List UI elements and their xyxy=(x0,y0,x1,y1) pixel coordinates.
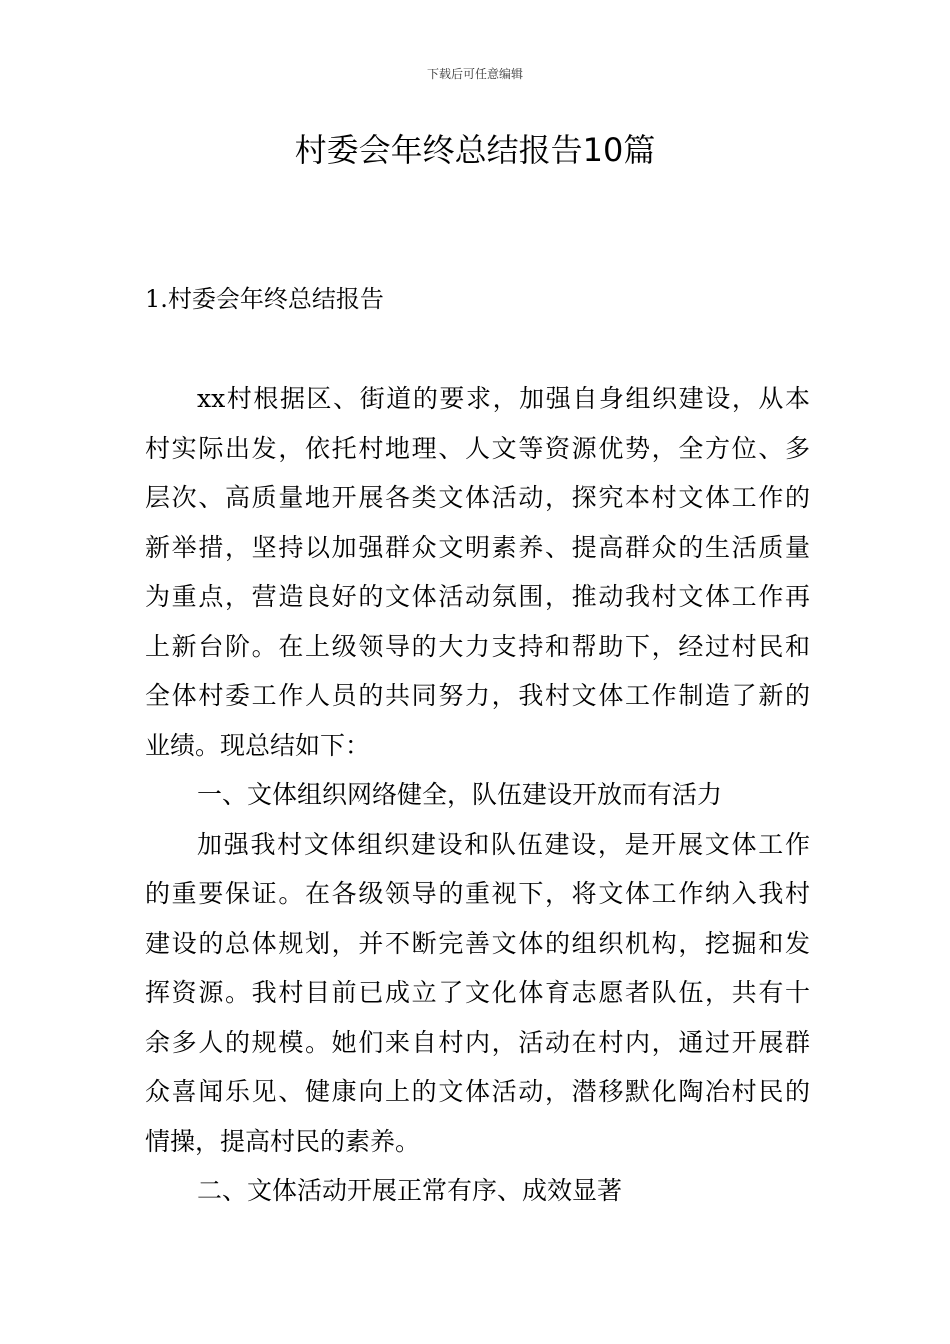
paragraph-line: xx村根据区、街道的要求，加强自身组织建设，从本 xyxy=(197,384,810,413)
paragraph-line: 的重要保证。在各级领导的重视下，将文体工作纳入我村 xyxy=(145,879,810,908)
paragraph-line: 村实际出发，依托村地理、人文等资源优势，全方位、多 xyxy=(145,433,810,463)
subsection-heading: 一、文体组织网络健全，队伍建设开放而有活力 xyxy=(197,780,723,809)
body-text xyxy=(145,374,810,1216)
header-note: 下载后可任意编辑 xyxy=(426,67,523,81)
paragraph-line: 新举措，坚持以加强群众文明素养、提高群众的生活质量 xyxy=(145,532,810,562)
paragraph-line: 全体村委工作人员的共同努力，我村文体工作制造了新的 xyxy=(145,681,810,710)
paragraph-line: 加强我村文体组织建设和队伍建设，是开展文体工作 xyxy=(197,829,810,859)
paragraph-line: 挥资源。我村目前已成立了文化体育志愿者队伍，共有十 xyxy=(145,978,810,1007)
paragraph-line: 情操，提高村民的素养。 xyxy=(145,1126,421,1156)
document-title: 村委会年终总结报告10篇 xyxy=(294,131,656,169)
section-heading: 1.村委会年终总结报告 xyxy=(145,285,384,313)
paragraph-line: 建设的总体规划，并不断完善文体的组织机构，挖掘和发 xyxy=(145,928,810,958)
paragraph-line: 层次、高质量地开展各类文体活动，探究本村文体工作的 xyxy=(145,483,810,512)
paragraph-line: 众喜闻乐见、健康向上的文体活动，潜移默化陶冶村民的 xyxy=(145,1077,810,1106)
paragraph-line: 为重点，营造良好的文体活动氛围，推动我村文体工作再 xyxy=(145,582,810,611)
paragraph-line: 余多人的规模。她们来自村内，活动在村内，通过开展群 xyxy=(145,1027,810,1057)
subsection-heading: 二、文体活动开展正常有序、成效显著 xyxy=(197,1176,623,1205)
paragraph-line: 上新台阶。在上级领导的大力支持和帮助下，经过村民和 xyxy=(145,631,810,661)
paragraph-line: 业绩。现总结如下： xyxy=(145,730,371,760)
